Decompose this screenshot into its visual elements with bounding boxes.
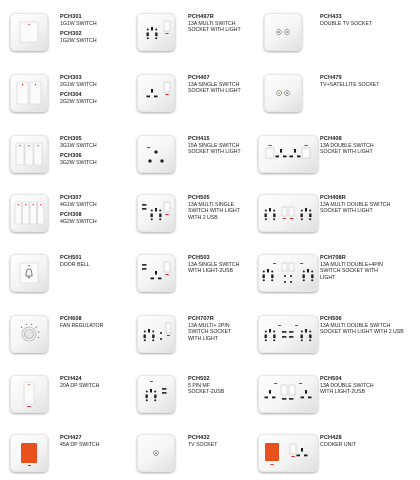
product-code: PCH505 [188,195,210,201]
double-tv-socket-icon [264,13,302,51]
product-description: DOOR BELL [60,262,90,268]
product-description: 13A MULTI DOUBLE+4PIN SWITCH SOCKET WITH LIGHT [320,262,383,281]
45a-dp-switch-icon [10,434,48,472]
product-code: PCH408R [320,195,346,201]
product-code: PCH424 [60,376,82,382]
product-description: 13A SINGLE SWITCH WITH LIGHT-2USB [188,262,240,275]
double-switch-socket-icon [258,135,318,173]
tv-satellite-socket-icon [264,74,302,112]
product-code: PCH501 [60,255,82,261]
product-code: PCH301 [60,14,82,20]
product-description: 13A MULTI SWITCH SOCKET WITH LIGHT [188,21,241,34]
product-description-variant: 1G2W SWITCH [60,38,97,45]
product-code: PCH502 [188,376,210,382]
product-code: PCH415 [188,136,210,142]
product-code-variant: PCH302 [60,31,82,38]
single-switch-socket-icon [137,74,175,112]
product-description: 13A MULTI DOUBLE SWITCH SOCKET WITH LIGHT [320,202,391,215]
multi-socket-usb-icon [137,194,175,232]
double-switch-usb-icon [258,375,318,413]
multi-double-socket-icon [258,194,318,232]
one-gang-switch-icon [10,13,48,51]
product-code: PCH503 [188,255,210,261]
product-description: 15A SINGLE SWITCH SOCKET WITH LIGHT [188,143,241,156]
product-code: PCH303 [60,75,82,81]
product-code-variant: PCH306 [60,153,82,160]
product-description: 13A DOUBLE SWITCH WITH LIGHT-2USB [320,383,374,396]
product-info [320,435,420,448]
product-code: PCH427 [60,435,82,441]
product-code: PCH428 [320,435,342,441]
product-description: 13A MULTI DOUBLE SWITCH SOCKET WITH LIGHT WITH 2 USB [320,323,404,336]
product-code: PCH608 [60,316,82,322]
product-description: TV SOCKET [188,442,218,448]
single-socket-usb-icon [137,254,175,292]
product-code: PCH479 [320,75,342,81]
product-info [320,316,420,336]
product-description: 45A DP SWITCH [60,442,100,448]
product-code: PCH707R [188,316,214,322]
product-description: FAN REGULATOR [60,323,104,329]
three-gang-switch-icon [10,135,48,173]
product-info [320,195,420,215]
product-code: PCH506 [320,316,342,322]
cooker-unit-icon [258,434,318,472]
product-description-variant: 3G2W SWITCH [60,160,97,167]
two-gang-switch-icon [10,74,48,112]
multi-switch-socket-icon [137,13,175,51]
product-code: PCH408 [320,136,342,142]
multi-double-4pin-socket-icon [258,254,318,292]
product-description: 2G1W SWITCH [60,82,97,88]
product-info [320,14,420,27]
tv-socket-icon [137,434,175,472]
product-description: 13A SINGLE SWITCH SOCKET WITH LIGHT [188,82,241,95]
product-code-variant: PCH308 [60,212,82,219]
dp-switch-icon [10,375,48,413]
product-code-variant: PCH304 [60,92,82,99]
product-description-variant: 2G2W SWITCH [60,99,97,106]
multi-2pin-socket-icon [137,315,175,353]
product-info [320,376,420,396]
product-code: PCH433 [320,14,342,20]
product-code: PCH432 [188,435,210,441]
product-description: 13A MULTI SINGLE SWITCH WITH LIGHT WITH 2 USB [188,202,240,221]
product-code: PCH708R [320,255,346,261]
product-code: PCH504 [320,376,342,382]
five-pin-usb-socket-icon [137,375,175,413]
product-description: COOKER UNIT [320,442,357,448]
product-code: PCH407 [188,75,210,81]
door-bell-icon [10,254,48,292]
product-description-variant: 4G2W SWITCH [60,219,97,226]
product-code: PCH307 [60,195,82,201]
product-info [320,136,420,156]
product-description: DOUBLE TV SOCKET [320,21,373,27]
product-description: TV+SATELLITE SOCKET [320,82,380,88]
product-description: 3G1W SWITCH [60,143,97,149]
product-code: PCH497R [188,14,214,20]
product-description: 13A MULTI+ 2PIN SWITCH SOCKET WITH LIGHT [188,323,232,342]
product-code: PCH305 [60,136,82,142]
product-description: 20A DP SWITCH [60,383,100,389]
four-gang-switch-icon [10,194,48,232]
product-info [320,75,420,88]
product-description: 1G1W SWITCH [60,21,97,27]
round-pin-socket-icon [137,135,175,173]
product-info [320,255,420,281]
fan-regulator-icon [10,315,48,353]
multi-double-usb-icon [258,315,318,353]
product-description: 5 PIN MF SOCKET-2USB [188,383,225,396]
product-description: 13A DOUBLE SWITCH SOCKET WITH LIGHT [320,143,374,156]
product-description: 4G1W SWITCH [60,202,97,208]
